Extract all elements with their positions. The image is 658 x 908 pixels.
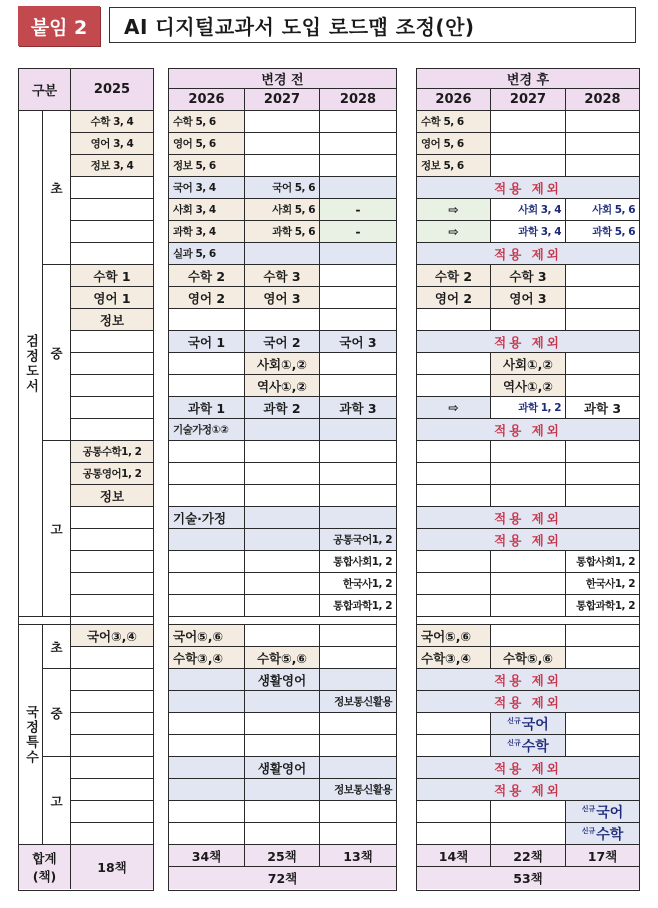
cell-before-2027: [245, 309, 320, 331]
cell-2025: [71, 669, 153, 691]
cell-after-2027: [491, 551, 566, 573]
cell-before-2028: [320, 507, 396, 529]
header-before-year-3: 2028: [320, 89, 396, 111]
cell-2025: 수학 1: [71, 265, 153, 287]
cell-before-2028: [320, 353, 396, 375]
total-before-sum: 72책: [169, 867, 396, 889]
cell-before-2027: [245, 463, 320, 485]
cell-after-2026: [417, 573, 491, 595]
cell-before-2026: 과학 3, 4: [169, 221, 245, 243]
cell-before-2026: [169, 463, 245, 485]
cell-after-excluded: 적용 제외: [417, 507, 639, 529]
cell-2025: [71, 551, 153, 573]
cell-text: 수학③,④: [421, 650, 472, 666]
totals-label: [19, 845, 71, 889]
cell-before-2027: [245, 625, 320, 647]
cell-2025: [71, 199, 153, 221]
arrow-right-icon: ⇨: [448, 400, 459, 415]
cell-before-2028: -: [320, 221, 396, 243]
cell-text: 사회①,②: [502, 356, 554, 372]
cell-before-2026: 영어 2: [169, 287, 245, 309]
header-after-year-3: 2028: [566, 89, 639, 111]
cell-after-2027: [491, 823, 566, 845]
cell-before-2028: 국어 3: [320, 331, 396, 353]
total-after-year: 17책: [566, 845, 639, 867]
cell-after-2026: [417, 713, 491, 735]
cell-before-2028: [320, 375, 396, 397]
cell-2025: [71, 177, 153, 199]
cell-2025: [71, 507, 153, 529]
cell-2025: 정보: [71, 309, 153, 331]
cell-before-2027: 사회①,②: [245, 353, 320, 375]
cell-2025: [71, 595, 153, 617]
cell-after-2027: [491, 647, 566, 669]
cell-before-2026: [169, 713, 245, 735]
cell-before-2028: -: [320, 199, 396, 221]
cell-2025: 수학 3, 4: [71, 111, 153, 133]
cell-after-2028: [566, 463, 639, 485]
cell-before-2027: 영어 3: [245, 287, 320, 309]
cell-after-2026: [417, 823, 491, 845]
cell-after-2027: [491, 265, 566, 287]
cell-text: 수학 2: [434, 268, 473, 284]
new-label: 신규: [581, 826, 596, 835]
cell-2025: [71, 801, 153, 823]
level-elementary: 초: [43, 625, 71, 669]
cell-before-2028: [320, 177, 396, 199]
cell-after-2026: [417, 551, 491, 573]
level-middle: 중: [43, 669, 71, 757]
cell-before-2027: 생활영어: [245, 669, 320, 691]
cell-text: 영어 3: [509, 290, 547, 306]
cell-before-2026: 기술가정①②: [169, 419, 245, 441]
cell-after-2026: [417, 463, 491, 485]
cell-before-2028: 한국사1, 2: [320, 573, 396, 595]
cell-before-2028: 통합과학1, 2: [320, 595, 396, 617]
cell-text: 수학⑤,⑥: [502, 650, 554, 666]
total-after-year: 14책: [417, 845, 491, 867]
spacer: [19, 617, 71, 625]
cell-before-2028: [320, 735, 396, 757]
cell-text: 수학 5, 6: [421, 116, 464, 128]
new-label: 신규: [507, 716, 521, 725]
cell-after-2026: [417, 133, 491, 155]
cell-after-2028: [566, 551, 639, 573]
cell-before-2027: [245, 551, 320, 573]
cell-after-2028: [566, 397, 639, 419]
cell-after-excluded: 적용 제외: [417, 757, 639, 779]
cell-after-2027: [491, 375, 566, 397]
level-middle: 중: [43, 265, 71, 441]
cell-before-2027: [245, 735, 320, 757]
cell-after-2027: [491, 309, 566, 331]
cell-after-2028: [566, 287, 639, 309]
cell-before-2027: 수학⑤,⑥: [245, 647, 320, 669]
cell-before-2026: [169, 529, 245, 551]
cell-before-2028: [320, 441, 396, 463]
cell-after-2028: [566, 713, 639, 735]
new-label: 신규: [507, 738, 521, 747]
cell-text: 과학 3: [583, 400, 622, 416]
cell-after-2027: [491, 463, 566, 485]
group-certified-textbooks: 검정도서: [19, 111, 43, 617]
cell-before-2026: 정보 5, 6: [169, 155, 245, 177]
cell-after-excluded: 적용 제외: [417, 691, 639, 713]
cell-after-excluded: 적용 제외: [417, 331, 639, 353]
cell-text: 정보 5, 6: [421, 160, 464, 172]
attachment-badge: 붙임 2: [18, 6, 100, 46]
cell-before-2026: 수학 5, 6: [169, 111, 245, 133]
cell-before-2026: 기술·가정: [169, 507, 245, 529]
cell-before-2027: [245, 133, 320, 155]
cell-after-excluded: 적용 제외: [417, 779, 639, 801]
cell-before-2027: [245, 823, 320, 845]
cell-before-2026: [169, 669, 245, 691]
cell-before-2026: 영어 5, 6: [169, 133, 245, 155]
cell-2025: [71, 419, 153, 441]
cell-after-2028: [566, 309, 639, 331]
cell-before-2026: 실과 5, 6: [169, 243, 245, 265]
group-national-special: 국정특수: [19, 625, 43, 845]
cell-before-2028: 과학 3: [320, 397, 396, 419]
cell-after-2028: [566, 221, 639, 243]
cell-after-2028: [566, 111, 639, 133]
cell-text: 사회 5, 6: [592, 204, 635, 216]
cell-before-2027: [245, 801, 320, 823]
cell-text: 사회 3, 4: [518, 204, 561, 216]
cell-before-2026: [169, 735, 245, 757]
cell-before-2028: [320, 801, 396, 823]
cell-after-2026: [417, 801, 491, 823]
header-after: 변경 후: [417, 69, 639, 89]
cell-after-2026: [417, 375, 491, 397]
cell-after-2026: [417, 441, 491, 463]
new-subject: 수학: [596, 826, 624, 843]
cell-2025: [71, 221, 153, 243]
cell-2025: 정보 3, 4: [71, 155, 153, 177]
header-after-year-1: 2026: [417, 89, 491, 111]
cell-text: 국어⑤,⑥: [421, 628, 472, 644]
header-before-year-2: 2027: [245, 89, 320, 111]
cell-before-2027: 과학 5, 6: [245, 221, 320, 243]
cell-before-2028: 정보통신활용: [320, 779, 396, 801]
arrow-right-icon: ⇨: [448, 202, 459, 217]
header-year-2025: 2025: [71, 69, 153, 111]
spacer: [169, 617, 396, 625]
cell-2025: [71, 647, 153, 669]
cell-before-2026: [169, 595, 245, 617]
cell-2025: [71, 691, 153, 713]
cell-2025: [71, 757, 153, 779]
cell-before-2027: 국어 5, 6: [245, 177, 320, 199]
arrow-right-icon: ⇨: [448, 224, 459, 239]
cell-before-2026: [169, 691, 245, 713]
cell-2025: 정보: [71, 485, 153, 507]
title-bar: [18, 6, 640, 48]
cell-before-2028: [320, 823, 396, 845]
cell-before-2026: [169, 801, 245, 823]
cell-after-2026: [417, 265, 491, 287]
cell-2025: [71, 713, 153, 735]
cell-text: 과학 5, 6: [592, 226, 635, 238]
cell-2025: [71, 823, 153, 845]
cell-before-2026: 사회 3, 4: [169, 199, 245, 221]
cell-after-2028: [566, 595, 639, 617]
cell-before-2027: [245, 243, 320, 265]
cell-after-2028: [566, 441, 639, 463]
header-before: 변경 전: [169, 69, 396, 89]
cell-2025: [71, 331, 153, 353]
level-high: 고: [43, 757, 71, 845]
cell-after-2028: [566, 133, 639, 155]
cell-2025: [71, 735, 153, 757]
cell-text: 통합사회1, 2: [576, 556, 635, 568]
level-high: 고: [43, 441, 71, 617]
cell-before-2026: [169, 485, 245, 507]
cell-before-2028: [320, 111, 396, 133]
cell-2025: 국어③,④: [71, 625, 153, 647]
cell-after-2027: [491, 155, 566, 177]
page-title: AI 디지털교과서 도입 로드맵 조정(안): [109, 7, 636, 43]
totals-label-line: (책): [32, 869, 57, 884]
cell-2025: [71, 529, 153, 551]
cell-2025: [71, 375, 153, 397]
cell-after-2026: [417, 735, 491, 757]
cell-after-2028: [566, 573, 639, 595]
spacer: [417, 617, 639, 625]
cell-after-2027: [491, 801, 566, 823]
cell-after-2026: [417, 353, 491, 375]
new-label: 신규: [581, 804, 596, 813]
cell-before-2026: [169, 309, 245, 331]
cell-before-2028: [320, 463, 396, 485]
cell-2025: [71, 243, 153, 265]
cell-text: 한국사1, 2: [585, 578, 635, 590]
cell-before-2028: [320, 287, 396, 309]
cell-text: 통합과학1, 2: [576, 600, 635, 612]
cell-after-2027: [491, 221, 566, 243]
cell-before-2026: [169, 353, 245, 375]
cell-2025: [71, 397, 153, 419]
cell-text: 영어 5, 6: [421, 138, 464, 150]
cell-text: 역사①,②: [502, 378, 554, 394]
cell-after-excluded: 적용 제외: [417, 177, 639, 199]
cell-before-2027: [245, 779, 320, 801]
cell-after-excluded: 적용 제외: [417, 419, 639, 441]
cell-before-2027: [245, 441, 320, 463]
new-subject: 국어: [596, 804, 624, 821]
cell-after-2027: [491, 111, 566, 133]
cell-2025: 영어 3, 4: [71, 133, 153, 155]
cell-after-excluded: 적용 제외: [417, 669, 639, 691]
spacer: [71, 617, 153, 625]
cell-before-2027: [245, 485, 320, 507]
cell-before-2027: [245, 507, 320, 529]
cell-before-2028: [320, 757, 396, 779]
cell-before-2027: [245, 691, 320, 713]
cell-2025: 공통영어1, 2: [71, 463, 153, 485]
cell-before-2028: [320, 625, 396, 647]
cell-text: 영어 2: [434, 290, 473, 306]
cell-after-2027: [491, 735, 566, 757]
cell-2025: 영어 1: [71, 287, 153, 309]
cell-before-2027: 국어 2: [245, 331, 320, 353]
after-change-table: [416, 68, 640, 891]
cell-after-2026: [417, 309, 491, 331]
cell-2025: [71, 353, 153, 375]
cell-after-2027: [491, 441, 566, 463]
cell-after-2028: [566, 485, 639, 507]
cell-after-2028: [566, 375, 639, 397]
cell-before-2027: 역사①,②: [245, 375, 320, 397]
cell-after-2026: [417, 647, 491, 669]
cell-after-2027: [491, 625, 566, 647]
cell-before-2026: 국어⑤,⑥: [169, 625, 245, 647]
cell-after-2028: [566, 735, 639, 757]
new-subject: 수학: [521, 738, 549, 755]
cell-2025: [71, 573, 153, 595]
cell-before-2026: 국어 1: [169, 331, 245, 353]
cell-before-2027: 사회 5, 6: [245, 199, 320, 221]
cell-after-2026: [417, 155, 491, 177]
cell-before-2028: [320, 309, 396, 331]
cell-after-2027: [491, 199, 566, 221]
cell-text: 과학 1, 2: [518, 402, 561, 414]
total-after-sum: 53책: [417, 867, 639, 889]
cell-after-2026: [417, 199, 491, 221]
cell-before-2028: 정보통신활용: [320, 691, 396, 713]
cell-before-2026: [169, 757, 245, 779]
total-after-year: 22책: [491, 845, 566, 867]
header-after-year-2: 2027: [491, 89, 566, 111]
cell-before-2026: 과학 1: [169, 397, 245, 419]
cell-2025: [71, 779, 153, 801]
new-subject: 국어: [521, 716, 549, 733]
cell-before-2028: [320, 133, 396, 155]
cell-after-2026: [417, 287, 491, 309]
cell-before-2027: [245, 713, 320, 735]
level-elementary: 초: [43, 111, 71, 265]
before-change-table: [168, 68, 397, 891]
totals-label-line: 합계: [32, 851, 57, 866]
cell-before-2028: [320, 647, 396, 669]
header-category: 구분: [19, 69, 71, 111]
cell-before-2027: 수학 3: [245, 265, 320, 287]
cell-before-2027: [245, 529, 320, 551]
cell-before-2027: [245, 595, 320, 617]
cell-after-2026: [417, 397, 491, 419]
cell-before-2027: 과학 2: [245, 397, 320, 419]
cell-2025: 공통수학1, 2: [71, 441, 153, 463]
cell-after-excluded: 적용 제외: [417, 529, 639, 551]
cell-before-2026: [169, 551, 245, 573]
cell-before-2027: [245, 111, 320, 133]
cell-before-2028: [320, 669, 396, 691]
cell-before-2026: 국어 3, 4: [169, 177, 245, 199]
cell-after-2028: [566, 353, 639, 375]
total-before-year: 13책: [320, 845, 396, 867]
cell-after-2028: [566, 647, 639, 669]
cell-before-2028: 공통국어1, 2: [320, 529, 396, 551]
cell-after-2027: [491, 133, 566, 155]
cell-after-2027: [491, 573, 566, 595]
cell-text: 수학 3: [509, 268, 547, 284]
cell-before-2028: [320, 713, 396, 735]
category-2025-table: [18, 68, 154, 891]
total-2025: 18책: [71, 845, 153, 889]
cell-after-2027: [491, 485, 566, 507]
cell-before-2028: [320, 419, 396, 441]
header-before-year-1: 2026: [169, 89, 245, 111]
cell-after-2026: [417, 111, 491, 133]
cell-before-2027: 생활영어: [245, 757, 320, 779]
cell-after-excluded: 적용 제외: [417, 243, 639, 265]
cell-before-2028: [320, 155, 396, 177]
cell-after-2028: [566, 801, 639, 823]
total-before-year: 25책: [245, 845, 320, 867]
cell-after-2027: [491, 353, 566, 375]
cell-before-2027: [245, 155, 320, 177]
cell-before-2028: [320, 265, 396, 287]
cell-before-2026: [169, 573, 245, 595]
cell-before-2027: [245, 419, 320, 441]
cell-after-2028: [566, 155, 639, 177]
cell-after-2027: [491, 595, 566, 617]
cell-before-2026: [169, 375, 245, 397]
total-before-year: 34책: [169, 845, 245, 867]
cell-before-2026: 수학 2: [169, 265, 245, 287]
cell-after-2026: [417, 595, 491, 617]
cell-after-2026: [417, 485, 491, 507]
cell-before-2028: 통합사회1, 2: [320, 551, 396, 573]
cell-before-2028: [320, 243, 396, 265]
cell-after-2027: [491, 713, 566, 735]
cell-before-2026: [169, 779, 245, 801]
cell-text: 과학 3, 4: [518, 226, 561, 238]
cell-after-2027: [491, 287, 566, 309]
cell-before-2028: [320, 485, 396, 507]
cell-before-2026: [169, 441, 245, 463]
cell-after-2027: [491, 397, 566, 419]
cell-after-2026: [417, 625, 491, 647]
cell-after-2026: [417, 221, 491, 243]
cell-after-2028: [566, 199, 639, 221]
cell-before-2026: [169, 823, 245, 845]
cell-after-2028: [566, 265, 639, 287]
cell-before-2026: 수학③,④: [169, 647, 245, 669]
cell-after-2028: [566, 625, 639, 647]
cell-before-2027: [245, 573, 320, 595]
cell-after-2028: [566, 823, 639, 845]
